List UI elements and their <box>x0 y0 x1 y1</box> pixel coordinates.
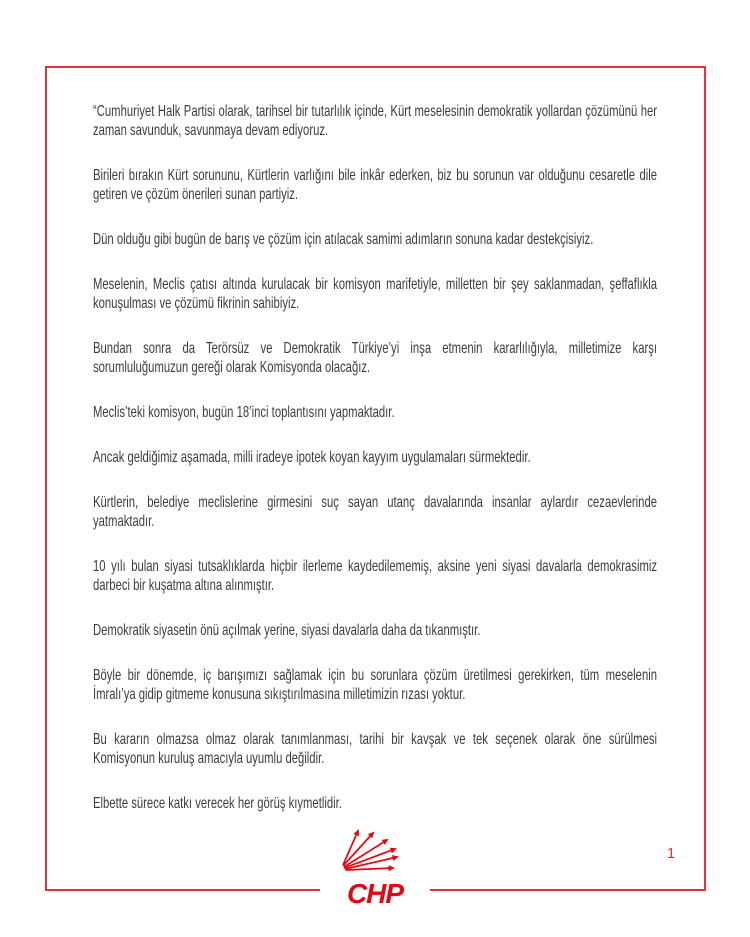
chp-logo <box>333 828 417 912</box>
paragraph: “Cumhuriyet Halk Partisi olarak, tarihsel bir tutarlılık içinde, Kürt meselesinin demokratik yollardan çözümünü her zaman savunduk, savunmaya devam ediyoruz. <box>93 103 657 139</box>
paragraph: Demokratik siyasetin önü açılmak yerine, siyasi davalarla daha da tıkanmıştır. <box>93 622 481 639</box>
document-body <box>93 102 657 839</box>
paragraph: Birileri bırakın Kürt sorununu, Kürtlerin varlığını bile inkâr ederken, biz bu sorunun var olduğunu cesaretle dile getiren ve çözüm önerileri sunan partiyiz. <box>93 167 657 203</box>
page-number: 1 <box>666 845 676 862</box>
paragraph: Bu kararın olmazsa olmaz olarak tanımlanması, tarihi bir kavşak ve tek seçenek olarak öne sürülmesi Komisyonun kuruluş amacıyla uyumlu değildir. <box>93 731 657 767</box>
paragraph: Kürtlerin, belediye meclislerine girmesini suç sayan utanç davalarında insanlar aylardır cezaevlerinde yatmaktadır. <box>93 494 657 530</box>
paragraph: Böyle bir dönemde, iç barışımızı sağlamak için bu sorunlara çözüm üretilmesi gerekirken, tüm meselenin İmralı’ya gidip gitmeme konusuna sıkıştırılmasına milletimizin rızası yoktur. <box>93 667 657 703</box>
paragraph: Dün olduğu gibi bugün de barış ve çözüm için atılacak samimi adımların sonuna kadar destekçisiyiz. <box>93 231 594 248</box>
paragraph: Meselenin, Meclis çatısı altında kurulacak bir komisyon marifetiyle, milletten bir şey saklanmadan, şeffaflıkla konuşulması ve çözümü fikrinin sahibiyiz. <box>93 276 657 312</box>
chp-six-arrows-icon <box>335 828 415 876</box>
paragraph: Bundan sonra da Terörsüz ve Demokratik Türkiye’yi inşa etmenin kararlılığıyla, milletimize karşı sorumluluğumuzun gereği olarak Komisyonda olacağız. <box>93 340 657 376</box>
paragraph: Meclis’teki komisyon, bugün 18’inci toplantısını yapmaktadır. <box>93 404 395 421</box>
paragraph: Ancak geldiğimiz aşamada, milli iradeye ipotek koyan kayyım uygulamaları sürmektedir. <box>93 449 531 466</box>
paragraph: 10 yılı bulan siyasi tutsaklıklarda hiçbir ilerleme kaydedilememiş, aksine yeni siyasi davalarla demokrasimiz darbeci bir kuşatma altına alınmıştır. <box>93 558 657 594</box>
paragraph: Elbette sürece katkı verecek her görüş kıymetlidir. <box>93 795 342 812</box>
chp-wordmark: CHP <box>346 878 404 909</box>
